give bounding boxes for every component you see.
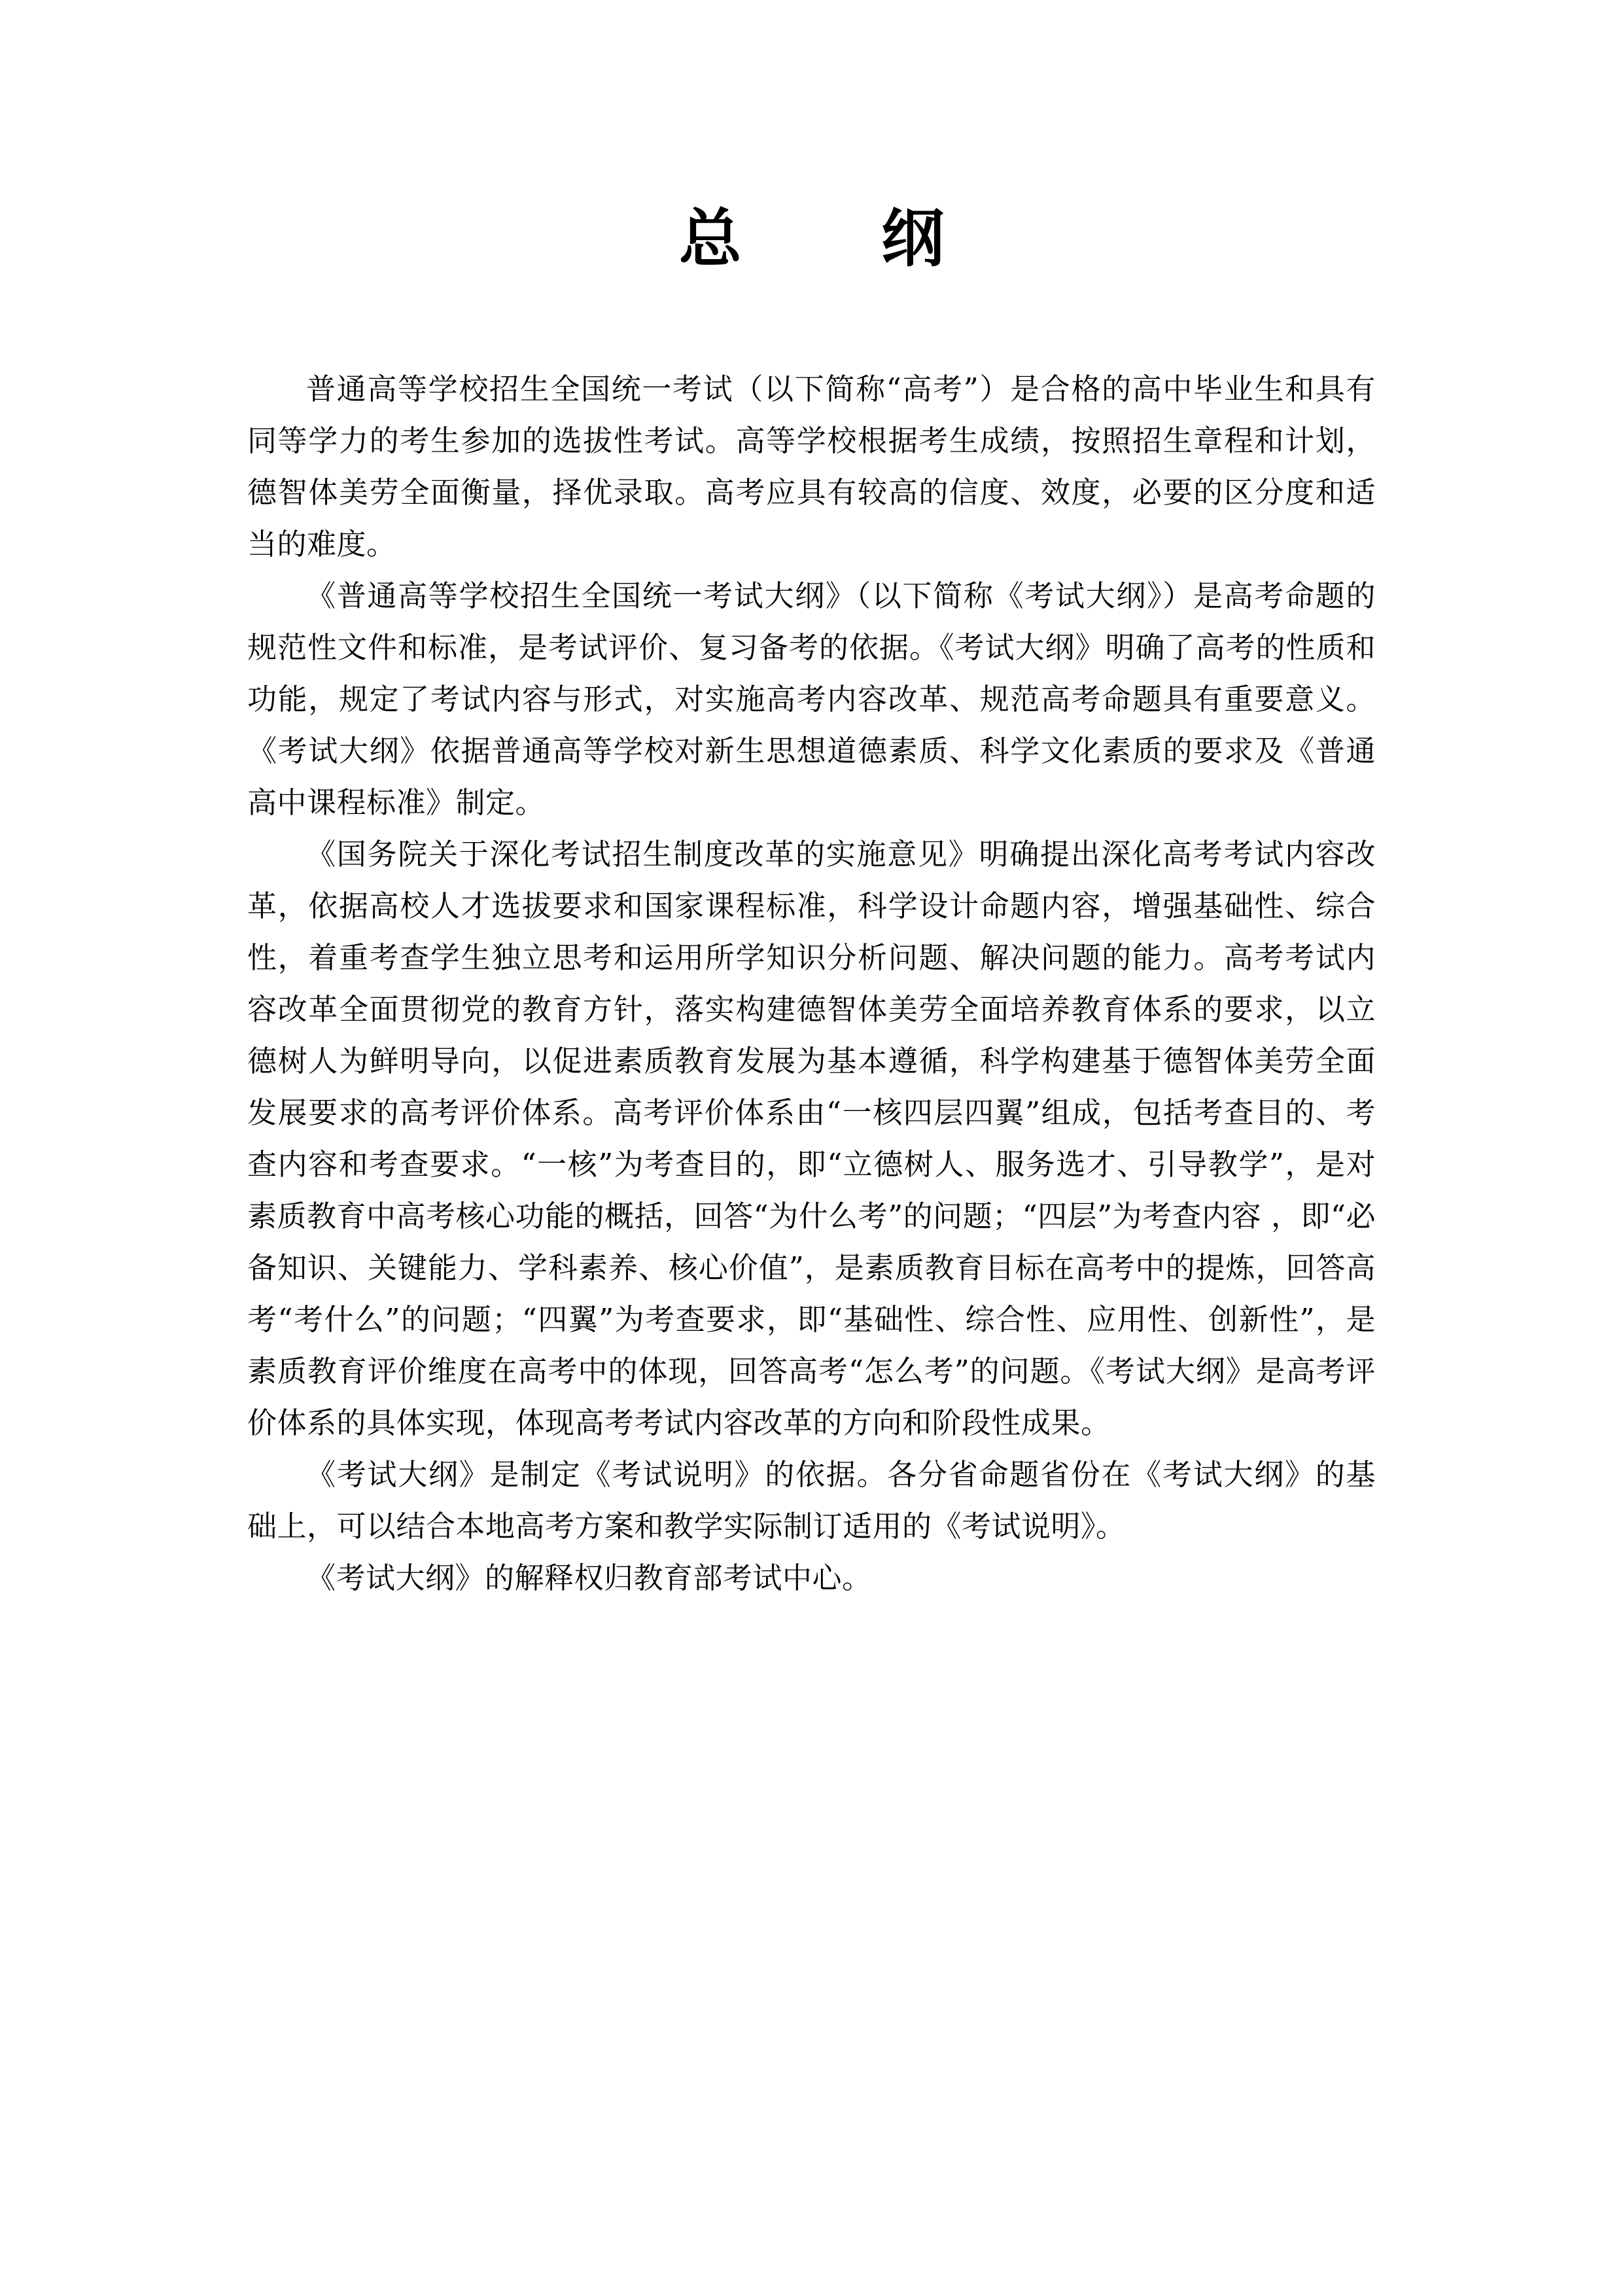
paragraph-introduction: 普通高等学校招生全国统一考试（以下简称“高考”）是合格的高中毕业生和具有同等学力的考生参加的选拔性考试。高等学校根据考生成绩，按照招生章程和计划，德智体美劳全面衡量，择优录取。高考应具有较高的信度、效度，必要的区分度和适当的难度。	[247, 372, 1376, 561]
paragraph-syllabus-purpose: 《普通高等学校招生全国统一考试大纲》（以下简称《考试大纲》）是高考命题的规范性文件和标准，是考试评价、复习备考的依据。《考试大纲》明确了高考的性质和功能，规定了考试内容与形式，对实施高考内容改革、规范高考命题具有重要意义。《考试大纲》依据普通高等学校对新生思想道德素质、科学文化素质的要求及《普通高中课程标准》制定。	[247, 578, 1376, 820]
page-title: 总 纲	[678, 202, 1003, 275]
paragraph-interpretation-right: 《考试大纲》的解释权归教育部考试中心。	[306, 1561, 872, 1595]
paragraph-reform-and-evaluation-system: 《国务院关于深化考试招生制度改革的实施意见》明确提出深化高考考试内容改革，依据高校人才选拔要求和国家课程标准，科学设计命题内容，增强基础性、综合性，着重考查学生独立思考和运用所学知识分析问题、解决问题的能力。高考考试内容改革全面贯彻党的教育方针，落实构建德智体美劳全面培养教育体系的要求，以立德树人为鲜明导向，以促进素质教育发展为基本遵循，科学构建基于德智体美劳全面发展要求的高考评价体系。高考评价体系由“一核四层四翼”组成，包括考查目的、考查内容和考查要求。“一核”为考查目的，即“立德树人、服务选才、引导教学”，是对素质教育中高考核心功能的概括，回答“为什么考”的问题；“四层”为考查内容 ，即“必备知识、关键能力、学科素养、核心价值”，是素质教育目标在高考中的提炼，回答高考“考什么”的问题；“四翼”为考查要求，即“基础性、综合性、应用性、创新性”，是素质教育评价维度在高考中的体现，回答高考“怎么考”的问题。《考试大纲》是高考评价体系的具体实现，体现高考考试内容改革的方向和阶段性成果。	[247, 837, 1376, 1440]
document-body	[247, 363, 1376, 1604]
paragraph-exam-description-basis: 《考试大纲》是制定《考试说明》的依据。各分省命题省份在《考试大纲》的基础上，可以结合本地高考方案和教学实际制订适用的《考试说明》。	[247, 1457, 1376, 1544]
